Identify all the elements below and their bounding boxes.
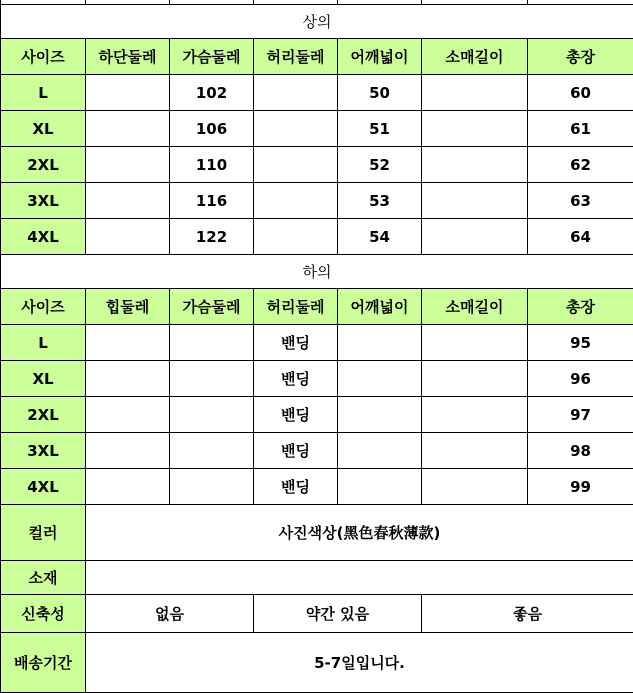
top-header-cell: 소매길이 [422, 39, 528, 75]
top-size-row [1, 147, 633, 183]
top-value-cell: 122 [170, 219, 254, 255]
top-value-cell [422, 111, 528, 147]
top-value-cell [422, 75, 528, 111]
bottom-value-cell [338, 469, 422, 505]
material-row [1, 561, 633, 595]
top-header-cell: 가슴둘레 [170, 39, 254, 75]
shipping-value: 5-7일입니다. [86, 633, 633, 693]
color-row [1, 505, 633, 561]
bottom-value-cell [422, 397, 528, 433]
bottom-value-cell: 밴딩 [254, 397, 338, 433]
bottom-header-cell: 총장 [528, 289, 633, 325]
stretch-row [1, 595, 633, 633]
top-value-cell [86, 75, 170, 111]
bottom-value-cell [422, 469, 528, 505]
bottom-value-cell [338, 361, 422, 397]
top-value-cell: 61 [528, 111, 633, 147]
top-header-cell: 총장 [528, 39, 633, 75]
shipping-row [1, 633, 633, 693]
bottom-value-cell [86, 325, 170, 361]
bottom-value-cell [338, 433, 422, 469]
bottom-value-cell [170, 433, 254, 469]
top-value-cell [254, 111, 338, 147]
top-header-cell: 하단둘레 [86, 39, 170, 75]
top-value-cell [422, 147, 528, 183]
bottom-size-label: 3XL [1, 433, 86, 469]
bottom-value-cell: 밴딩 [254, 325, 338, 361]
bottom-value-cell: 97 [528, 397, 633, 433]
top-value-cell: 50 [338, 75, 422, 111]
bottom-header-cell: 사이즈 [1, 289, 86, 325]
top-size-row [1, 219, 633, 255]
top-title: 상의 [1, 5, 633, 39]
top-header-cell: 허리둘레 [254, 39, 338, 75]
bottom-value-cell: 98 [528, 433, 633, 469]
top-value-cell: 60 [528, 75, 633, 111]
bottom-value-cell [86, 469, 170, 505]
top-value-cell: 106 [170, 111, 254, 147]
top-header-cell: 사이즈 [1, 39, 86, 75]
shipping-label: 배송기간 [1, 633, 86, 693]
bottom-value-cell [338, 397, 422, 433]
bottom-value-cell: 밴딩 [254, 361, 338, 397]
bottom-title: 하의 [1, 255, 633, 289]
bottom-value-cell: 95 [528, 325, 633, 361]
top-value-cell: 64 [528, 219, 633, 255]
material-value [86, 561, 633, 595]
stretch-label: 신축성 [1, 595, 86, 633]
top-value-cell: 63 [528, 183, 633, 219]
top-value-cell: 110 [170, 147, 254, 183]
top-value-cell [254, 147, 338, 183]
top-value-cell: 102 [170, 75, 254, 111]
material-label: 소재 [1, 561, 86, 595]
top-size-label: 2XL [1, 147, 86, 183]
bottom-value-cell [422, 325, 528, 361]
bottom-header-cell: 허리둘레 [254, 289, 338, 325]
top-value-cell [86, 219, 170, 255]
stretch-option-none: 없음 [86, 595, 254, 633]
bottom-value-cell: 96 [528, 361, 633, 397]
top-value-cell: 62 [528, 147, 633, 183]
top-value-cell [422, 183, 528, 219]
top-value-cell [254, 75, 338, 111]
top-size-label: XL [1, 111, 86, 147]
top-value-cell: 54 [338, 219, 422, 255]
top-value-cell: 53 [338, 183, 422, 219]
bottom-value-cell: 99 [528, 469, 633, 505]
top-value-cell: 52 [338, 147, 422, 183]
bottom-header-cell: 힙둘레 [86, 289, 170, 325]
bottom-value-cell: 밴딩 [254, 469, 338, 505]
bottom-value-cell [422, 433, 528, 469]
bottom-size-row [1, 469, 633, 505]
bottom-size-row [1, 361, 633, 397]
top-value-cell [86, 111, 170, 147]
bottom-value-cell [170, 469, 254, 505]
top-value-cell: 51 [338, 111, 422, 147]
bottom-size-row [1, 433, 633, 469]
top-value-cell [254, 183, 338, 219]
bottom-size-label: XL [1, 361, 86, 397]
color-value: 사진색상(黑色春秋薄款) [86, 505, 633, 561]
top-value-cell [86, 183, 170, 219]
bottom-value-cell [422, 361, 528, 397]
bottom-size-row [1, 397, 633, 433]
bottom-size-row [1, 325, 633, 361]
top-value-cell: 116 [170, 183, 254, 219]
bottom-size-label: L [1, 325, 86, 361]
stretch-option-some: 약간 있음 [254, 595, 422, 633]
top-header-row [1, 39, 633, 75]
top-size-label: 4XL [1, 219, 86, 255]
bottom-size-label: 4XL [1, 469, 86, 505]
bottom-header-cell: 어깨넓이 [338, 289, 422, 325]
bottom-value-cell [170, 397, 254, 433]
top-value-cell [254, 219, 338, 255]
bottom-value-cell [338, 325, 422, 361]
top-size-label: L [1, 75, 86, 111]
bottom-title-row [1, 255, 633, 289]
bottom-value-cell [170, 325, 254, 361]
bottom-value-cell [86, 397, 170, 433]
top-value-cell [422, 219, 528, 255]
bottom-header-row [1, 289, 633, 325]
top-size-label: 3XL [1, 183, 86, 219]
bottom-header-cell: 가슴둘레 [170, 289, 254, 325]
bottom-value-cell: 밴딩 [254, 433, 338, 469]
top-size-row [1, 183, 633, 219]
top-title-row [1, 5, 633, 39]
top-header-cell: 어깨넓이 [338, 39, 422, 75]
bottom-header-cell: 소매길이 [422, 289, 528, 325]
top-value-cell [86, 147, 170, 183]
top-size-row [1, 75, 633, 111]
bottom-value-cell [86, 361, 170, 397]
stretch-option-good: 좋음 [422, 595, 633, 633]
top-size-row [1, 111, 633, 147]
color-label: 컬러 [1, 505, 86, 561]
bottom-size-label: 2XL [1, 397, 86, 433]
bottom-value-cell [170, 361, 254, 397]
bottom-value-cell [86, 433, 170, 469]
